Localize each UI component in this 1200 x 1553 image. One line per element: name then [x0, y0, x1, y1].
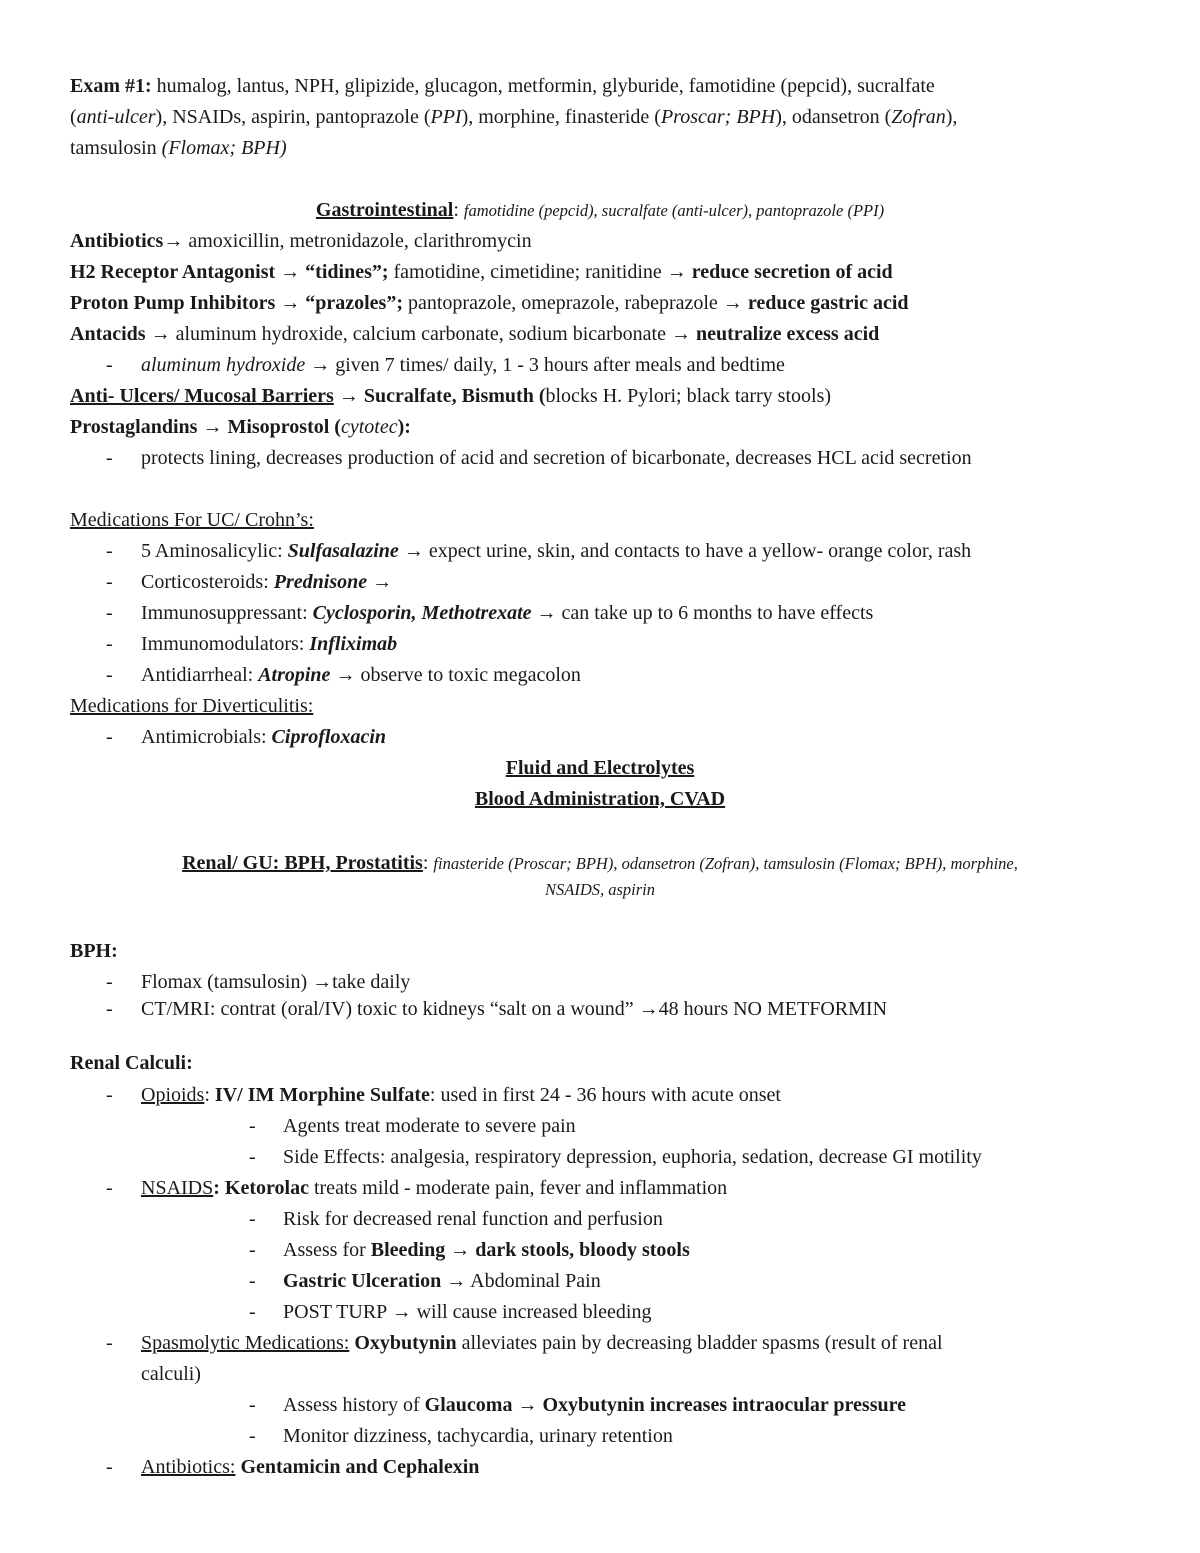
renal-heading-line	[0, 851, 1200, 876]
opioids-sub: Agents treat moderate to severe pain	[283, 1115, 576, 1137]
spasmolytic-sub	[283, 1393, 906, 1417]
bullet-dash: -	[249, 1239, 256, 1261]
opioids-colon: :	[204, 1084, 215, 1106]
uc-item-class: Immunosuppressant:	[141, 602, 313, 624]
ulcer-text: blocks H. Pylori; black tarry stools)	[545, 385, 832, 407]
blood-title: Blood Administration, CVAD	[474, 788, 726, 810]
bullet-dash: -	[106, 602, 113, 624]
gi-antacids	[70, 322, 879, 346]
uc-item	[141, 570, 392, 594]
spasmolytic-sub-bold: Glaucoma → Oxybutynin increases intraocular pressure	[424, 1394, 906, 1416]
alum-italic: aluminum hydroxide	[141, 354, 306, 376]
uc-item	[141, 632, 397, 656]
calculi-heading: Renal Calculi:	[70, 1052, 193, 1074]
spasmolytic-drug: Oxybutynin	[354, 1332, 457, 1354]
uc-item-class: Immunomodulators:	[141, 633, 310, 655]
opioids-text: : used in first 24 - 36 hours with acute onset	[429, 1084, 781, 1106]
prosta-italic: cytotec	[340, 416, 398, 438]
spasmolytic-text: alleviates pain by decreasing bladder spasms (result of renal	[456, 1332, 943, 1354]
exam-text: ), NSAIDs, aspirin, pantoprazole (	[155, 106, 431, 128]
nsaids-sub-text: Assess for	[283, 1239, 371, 1261]
spasmolytic-label: Spasmolytic Medications:	[141, 1332, 350, 1354]
bullet-dash: -	[106, 540, 113, 562]
renal-drugs: finasteride (Proscar; BPH), odansetron (Zofran), tamsulosin (Flomax; BPH), morphine,	[433, 854, 1018, 873]
uc-item-note: → expect urine, skin, and contacts to have a yellow- orange color, rash	[398, 540, 972, 562]
bullet-dash: -	[106, 1456, 113, 1478]
nsaids-colon: :	[213, 1177, 225, 1199]
gi-heading: Gastrointestinal	[315, 199, 454, 221]
bullet-dash: -	[249, 1394, 256, 1416]
nsaids-label: NSAIDS	[141, 1177, 214, 1199]
bullet-dash: -	[249, 1270, 256, 1292]
uc-item-drug: Atropine	[258, 664, 331, 686]
spasmolytic-sub-text: Assess history of	[283, 1394, 425, 1416]
exam-text: tamsulosin	[70, 137, 162, 159]
opioids-label: Opioids	[141, 1084, 205, 1106]
gi-colon: :	[453, 199, 464, 221]
uc-item-note: → observe to toxic megacolon	[330, 664, 581, 686]
uc-item-drug: Prednisone	[273, 571, 368, 593]
uc-heading: Medications For UC/ Crohn’s:	[70, 509, 314, 531]
antibiotics-text: → amoxicillin, metronidazole, clarithromycin	[163, 230, 532, 252]
alum-item	[141, 353, 785, 377]
antacids-effect: neutralize excess acid	[695, 323, 880, 345]
h2-label: H2 Receptor Antagonist → “tidines”;	[70, 261, 389, 283]
uc-item	[141, 663, 581, 687]
uc-item-drug: Cyclosporin, Methotrexate	[312, 602, 532, 624]
gi-ulcers	[70, 384, 831, 408]
uc-item-class: Antidiarrheal:	[141, 664, 259, 686]
opioids-drug: IV/ IM Morphine Sulfate	[214, 1084, 430, 1106]
antibiotics-label: Antibiotics	[70, 230, 164, 252]
nsaids-drug: Ketorolac	[224, 1177, 309, 1199]
alum-text: → given 7 times/ daily, 1 - 3 hours after meals and bedtime	[305, 354, 785, 376]
gi-antibiotics	[70, 229, 532, 253]
nsaids-sub: POST TURP → will cause increased bleeding	[283, 1301, 652, 1323]
antacids-text: → aluminum hydroxide, calcium carbonate, sodium bicarbonate →	[145, 323, 691, 345]
ppi-label: Proton Pump Inhibitors → “prazoles”;	[70, 292, 403, 314]
bullet-dash: -	[249, 1208, 256, 1230]
exam-label: Exam #1:	[70, 75, 152, 97]
prosta-item: protects lining, decreases production of acid and secretion of bicarbonate, decreases HCL acid secretion	[141, 447, 972, 469]
divert-item	[141, 725, 386, 749]
ppi-text: pantoprazole, omeprazole, rabeprazole →	[402, 292, 748, 314]
bph-item: CT/MRI: contrat (oral/IV) toxic to kidneys “salt on a wound” →48 hours NO METFORMIN	[141, 998, 888, 1020]
nsaids-sub	[283, 1269, 601, 1293]
exam-text: ), morphine, finasteride (	[461, 106, 661, 128]
prosta-end: ):	[397, 416, 411, 438]
uc-item-class: 5 Aminosalicylic:	[141, 540, 288, 562]
bullet-dash: -	[249, 1146, 256, 1168]
bullet-dash: -	[249, 1115, 256, 1137]
renal-drugs-line-2: NSAIDS, aspirin	[544, 880, 655, 899]
bullet-dash: -	[106, 354, 113, 376]
antibiotics-item	[141, 1455, 479, 1479]
exam-line-1	[70, 74, 935, 98]
gi-prostaglandins	[70, 415, 411, 439]
nsaids-sub-text: → Abdominal Pain	[441, 1270, 601, 1292]
spasmolytic-text-cont: calculi)	[141, 1363, 201, 1385]
prosta-label: Prostaglandins → Misoprostol (	[70, 416, 341, 438]
nsaids-sub	[283, 1238, 690, 1262]
bullet-dash: -	[106, 998, 113, 1020]
h2-text: famotidine, cimetidine; ranitidine →	[388, 261, 687, 283]
exam-italic: Zofran	[891, 106, 946, 128]
uc-item-note: → can take up to 6 months to have effects	[531, 602, 874, 624]
antibiotics-drug: Gentamicin and Cephalexin	[240, 1456, 480, 1478]
bullet-dash: -	[106, 1177, 113, 1199]
exam-line-3	[70, 136, 287, 160]
bph-heading: BPH:	[70, 940, 118, 962]
divert-heading: Medications for Diverticulitis:	[70, 695, 314, 717]
fluid-title: Fluid and Electrolytes	[505, 757, 695, 779]
uc-item-class: Corticosteroids:	[141, 571, 274, 593]
spasmolytic-item	[141, 1331, 943, 1355]
nsaids-sub-bold: Bleeding → dark stools, bloody stools	[370, 1239, 690, 1261]
uc-item-note: →	[367, 571, 393, 593]
opioids-item	[141, 1083, 781, 1107]
renal-colon: :	[422, 852, 434, 874]
bullet-dash: -	[106, 447, 113, 469]
exam-line-2	[70, 105, 957, 129]
nsaids-sub-bold: Gastric Ulceration	[283, 1270, 442, 1292]
gi-heading-line	[0, 198, 1200, 223]
exam-italic: Proscar; BPH	[660, 106, 776, 128]
nsaids-sub: Risk for decreased renal function and perfusion	[283, 1208, 663, 1230]
spasmolytic-sub: Monitor dizziness, tachycardia, urinary retention	[283, 1425, 673, 1447]
nsaids-item	[141, 1176, 727, 1200]
bullet-dash: -	[106, 664, 113, 686]
ppi-effect: reduce gastric acid	[747, 292, 909, 314]
divert-drug: Ciprofloxacin	[271, 726, 386, 748]
uc-item	[141, 601, 873, 625]
antibiotics-label: Antibiotics:	[141, 1456, 236, 1478]
uc-item-drug: Sulfasalazine	[287, 540, 399, 562]
h2-effect: reduce secretion of acid	[691, 261, 893, 283]
bullet-dash: -	[106, 1332, 113, 1354]
ulcer-label: Anti- Ulcers/ Mucosal Barriers	[70, 385, 334, 407]
bullet-dash: -	[106, 726, 113, 748]
ulcer-drugs: → Sucralfate, Bismuth (	[333, 385, 546, 407]
nsaids-text: treats mild - moderate pain, fever and inflammation	[308, 1177, 728, 1199]
exam-text: (	[70, 106, 77, 128]
bullet-dash: -	[249, 1425, 256, 1447]
opioids-sub: Side Effects: analgesia, respiratory depression, euphoria, sedation, decrease GI motility	[283, 1146, 982, 1168]
antacids-label: Antacids	[70, 323, 146, 345]
renal-heading: Renal/ GU: BPH, Prostatitis	[182, 852, 423, 874]
bullet-dash: -	[106, 971, 113, 993]
divert-class: Antimicrobials:	[141, 726, 272, 748]
exam-text: ),	[945, 106, 958, 128]
gi-ppi	[70, 291, 909, 315]
exam-text: ), odansetron (	[775, 106, 892, 128]
gi-h2	[70, 260, 893, 284]
exam-text: humalog, lantus, NPH, glipizide, glucagon, metformin, glyburide, famotidine (pepcid), sucralfate	[151, 75, 935, 97]
exam-italic: anti-ulcer	[76, 106, 156, 128]
bullet-dash: -	[106, 1084, 113, 1106]
bullet-dash: -	[249, 1301, 256, 1323]
exam-italic: (Flomax; BPH)	[161, 137, 287, 159]
uc-item	[141, 539, 971, 563]
exam-italic: PPI	[430, 106, 462, 128]
bph-item: Flomax (tamsulosin) →take daily	[141, 971, 411, 993]
bullet-dash: -	[106, 571, 113, 593]
bullet-dash: -	[106, 633, 113, 655]
uc-item-drug: Infliximab	[309, 633, 398, 655]
gi-heading-drugs: famotidine (pepcid), sucralfate (anti-ulcer), pantoprazole (PPI)	[463, 201, 885, 220]
